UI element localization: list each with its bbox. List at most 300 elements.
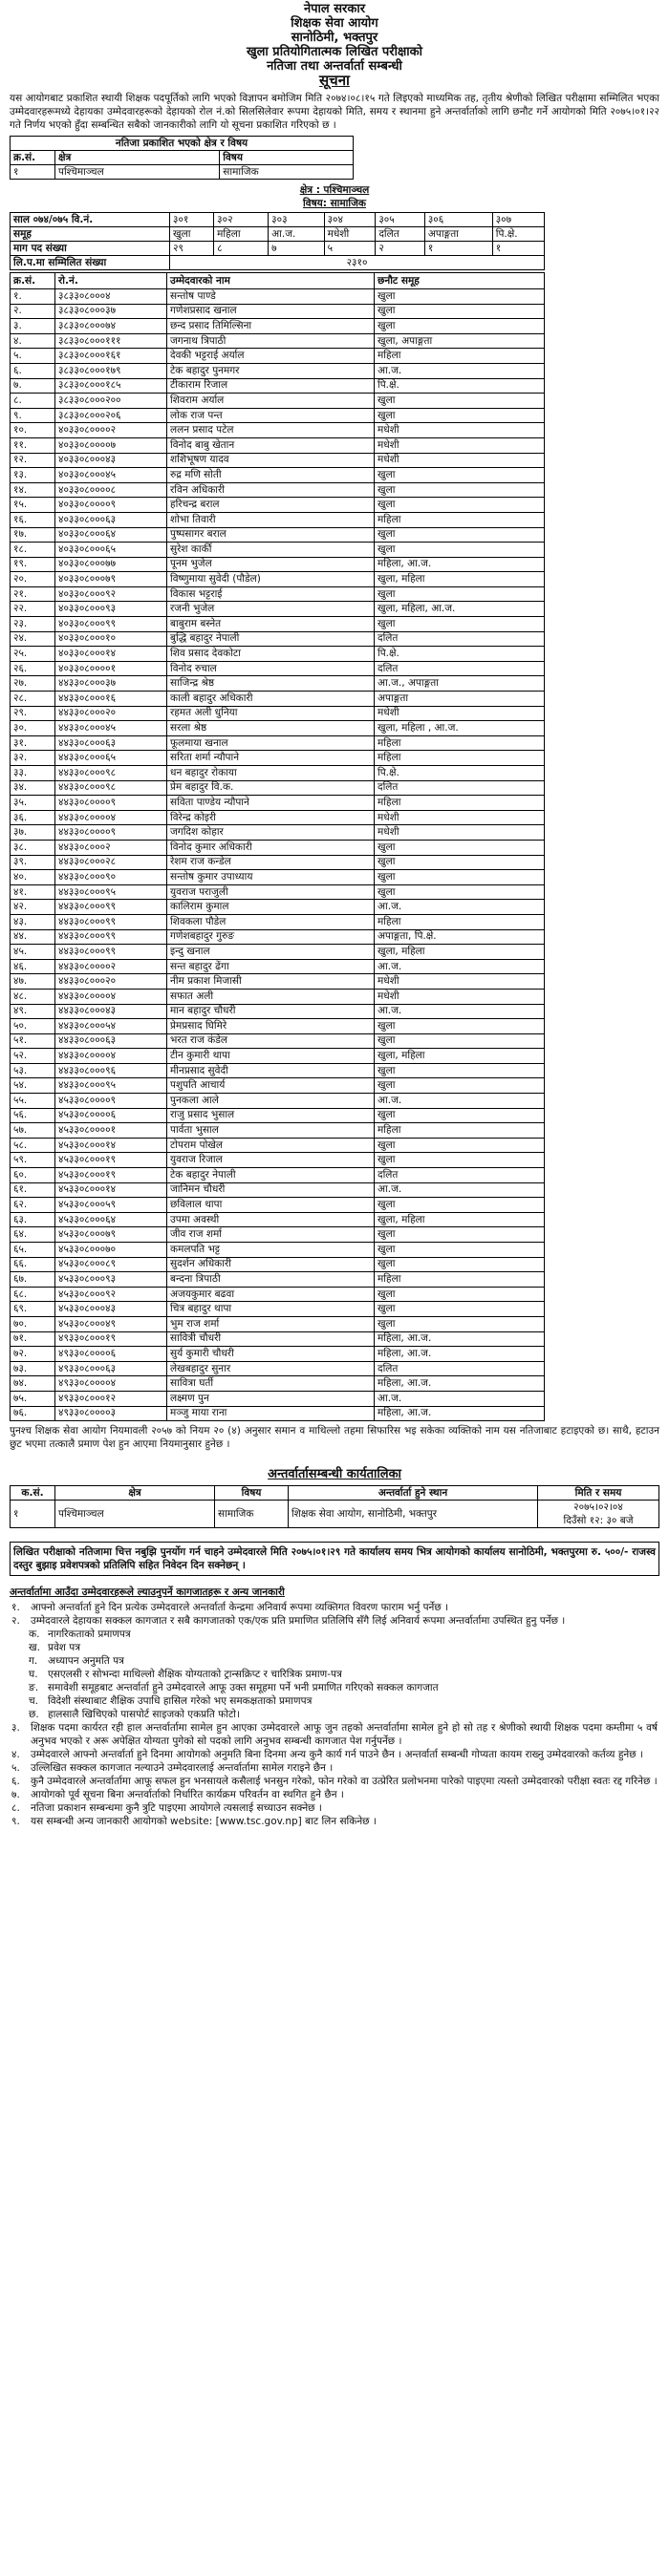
col-roll: रो.नं. bbox=[55, 273, 167, 289]
cell-name: सन्त बहादुर ढेंगा bbox=[167, 959, 375, 974]
table-row bbox=[11, 1257, 545, 1272]
table-row bbox=[11, 468, 545, 483]
cell-name: पुष्पसागर बराल bbox=[167, 527, 375, 543]
cell-group: खुला bbox=[375, 1302, 545, 1317]
cell-sn: १०. bbox=[11, 423, 55, 438]
list-item-number: ८. bbox=[11, 1802, 20, 1815]
cell-sn: ४८. bbox=[11, 989, 55, 1004]
list-item-number: ख. bbox=[29, 1642, 40, 1654]
cell-group: खुला bbox=[375, 482, 545, 498]
table-row bbox=[11, 349, 545, 364]
cell-sn: ४१. bbox=[11, 884, 55, 900]
sched-cell-sn: १ bbox=[11, 1501, 55, 1528]
table-row bbox=[11, 706, 545, 721]
cell-roll: ४५३३०८०००५९ bbox=[55, 1198, 167, 1213]
cell-roll: ४४३३०८०००२० bbox=[55, 706, 167, 721]
cell-group: खुला bbox=[375, 468, 545, 483]
cell-roll: ४५३३०८०००४३ bbox=[55, 1302, 167, 1317]
cell-sn: ४०. bbox=[11, 870, 55, 885]
cell-roll: ४४३३०८०००९८ bbox=[55, 766, 167, 781]
cell-name: पार्वता भुसाल bbox=[167, 1123, 375, 1139]
list-item bbox=[11, 1708, 658, 1721]
list-item bbox=[11, 1815, 658, 1828]
cell-sn: ६८. bbox=[11, 1287, 55, 1302]
cell-sn: ४३. bbox=[11, 914, 55, 929]
col-sn: क्र.सं. bbox=[11, 273, 55, 289]
cell-sn: ७०. bbox=[11, 1316, 55, 1331]
cell-roll: ४४३३०८००००४ bbox=[55, 810, 167, 825]
cell-group: खुला bbox=[375, 870, 545, 885]
cell-sn: १८. bbox=[11, 543, 55, 558]
cell-sn: ४९. bbox=[11, 1004, 55, 1019]
cell-sn: ४५. bbox=[11, 945, 55, 960]
sched-cell-datetime bbox=[538, 1501, 659, 1528]
cell-sn: २४. bbox=[11, 631, 55, 647]
cell-group: खुला bbox=[375, 855, 545, 870]
cell-sn: ५९. bbox=[11, 1153, 55, 1168]
quota-group: दलित bbox=[376, 227, 425, 242]
table-row bbox=[11, 1212, 545, 1227]
sched-cell-subject: सामाजिक bbox=[215, 1501, 289, 1528]
cell-name: बुद्धि बहादुर नेपाली bbox=[167, 631, 375, 647]
notice-title: सूचना bbox=[319, 72, 350, 89]
cell-sn: ५७. bbox=[11, 1123, 55, 1139]
cell-roll: ४०३३०८०००४३ bbox=[55, 453, 167, 468]
header-line-1: नेपाल सरकार bbox=[303, 2, 366, 16]
removal-note: पुनश्च शिक्षक सेवा आयोग नियमावली २०५७ को नियम २० (४) अनुसार समान व माथिल्लो तहमा सिफारिस भइ सकेका व्यक्तिको नाम यस नतिजाबाट हटाइएको छ। साथै, हटाउन छुट भएमा तत्कालै प्रमाण पेश हुन आएमा नियमानुसार हुनेछ । bbox=[10, 1425, 659, 1451]
cell-group: खुला, महिला bbox=[375, 1212, 545, 1227]
cell-name: सरला श्रेष्ठ bbox=[167, 721, 375, 736]
cell-group: महिला bbox=[375, 796, 545, 811]
cell-group: खुला, महिला bbox=[375, 1049, 545, 1064]
cell-name: विष्णुमाया सुवेदी (पौडेल) bbox=[167, 572, 375, 587]
cell-name: सन्तोष कुमार उपाध्याय bbox=[167, 870, 375, 885]
table-row bbox=[11, 1272, 545, 1288]
cell-name: बन्दना त्रिपाठी bbox=[167, 1272, 375, 1288]
cell-roll: ४९३३०८००००४ bbox=[55, 1376, 167, 1392]
sched-cell-region: पश्चिमाञ्चल bbox=[55, 1501, 215, 1528]
col-group: छनौट समूह bbox=[375, 273, 545, 289]
cell-group: अपाङ्गता bbox=[375, 692, 545, 707]
cell-sn: २३. bbox=[11, 617, 55, 632]
cell-roll: ४४३३०८००००४ bbox=[55, 1049, 167, 1064]
quota-participated: २३१० bbox=[170, 256, 545, 270]
cell-sn: ७१. bbox=[11, 1331, 55, 1347]
list-item-text: प्रवेश पत्र bbox=[48, 1642, 81, 1654]
cell-name: शशिभूषण यादव bbox=[167, 453, 375, 468]
cell-group: आ.ज. bbox=[375, 1391, 545, 1406]
table-row bbox=[11, 989, 545, 1004]
cell-group: खुला bbox=[375, 408, 545, 423]
cell-name: शोभा तिवारी bbox=[167, 512, 375, 527]
cell-sn: ३. bbox=[11, 319, 55, 334]
table-row bbox=[11, 1243, 545, 1258]
cell-roll: ४५३३०८०००९२ bbox=[55, 1287, 167, 1302]
region-cell-sn: १ bbox=[11, 165, 55, 180]
cell-group: दलित bbox=[375, 1168, 545, 1183]
cell-group: खुला bbox=[375, 498, 545, 513]
list-item bbox=[11, 1614, 658, 1628]
list-item-number: ७. bbox=[11, 1789, 20, 1801]
cell-roll: ३८३३०८०००१८५ bbox=[55, 378, 167, 394]
cell-group: खुला bbox=[375, 1287, 545, 1302]
cell-group: आ.ज. bbox=[375, 900, 545, 915]
cell-name: मीनप्रसाद सुवेदी bbox=[167, 1063, 375, 1078]
quota-code: ३०६ bbox=[424, 213, 492, 227]
table-row bbox=[11, 735, 545, 751]
cell-group: खुला bbox=[375, 289, 545, 305]
cell-group: आ.ज. bbox=[375, 1094, 545, 1109]
list-item-text: उम्मेदवारले आफ्नो अन्तर्वार्ता हुने दिनमा आयोगको अनुमति बिना दिनमा अन्य कुनै कार्य गर्न पाउने छैन । अन्तर्वार्ता सम्बन्धी गोप्यता कायम राख्नु उम्मेदवारको कर्तव्य हुनेछ । bbox=[31, 1749, 643, 1761]
list-item bbox=[11, 1628, 658, 1641]
list-item-text: कुनै उम्मेदवारले अन्तर्वार्तामा आफू सफल हुन भनसायले कसैलाई भनसुन गरेको, फोन गरेको वा उत्प्रेरित प्रलोभनमा पारेको पाइएमा त्यस्तो उम्मेदवारको परीक्षा स्वतः रद्द गरिनेछ । bbox=[31, 1776, 658, 1788]
cell-sn: ४६. bbox=[11, 959, 55, 974]
cell-roll: ४०३३०८०००७९ bbox=[55, 572, 167, 587]
table-row bbox=[11, 512, 545, 527]
cell-group: खुला bbox=[375, 394, 545, 409]
cell-name: सावित्रा घर्ती bbox=[167, 1376, 375, 1392]
quota-code: ३०२ bbox=[214, 213, 269, 227]
table-row bbox=[11, 394, 545, 409]
cell-name: फूलमाया खनाल bbox=[167, 735, 375, 751]
cell-name: छन्द प्रसाद तिमिल्सिना bbox=[167, 319, 375, 334]
table-row bbox=[11, 870, 545, 885]
cell-roll: ४४३३०८०००६३ bbox=[55, 735, 167, 751]
table-row bbox=[11, 1123, 545, 1139]
quota-code: ३०४ bbox=[324, 213, 376, 227]
cell-roll: ३८३३०८०००४ bbox=[55, 289, 167, 305]
cell-sn: ६०. bbox=[11, 1168, 55, 1183]
cell-name: कमलपति भट्ट bbox=[167, 1243, 375, 1258]
region-col-subject: विषय bbox=[220, 151, 354, 165]
table-row bbox=[11, 959, 545, 974]
list-item-text: उल्लिखित सक्कल कागजात नल्याउने उम्मेदवारलाई अन्तर्वार्तामा सामेल गराइने छैन । bbox=[31, 1762, 334, 1775]
cell-sn: २. bbox=[11, 304, 55, 319]
table-row bbox=[11, 780, 545, 796]
list-item-number: ५. bbox=[11, 1762, 20, 1775]
table-row bbox=[11, 1391, 545, 1406]
table-row bbox=[11, 1049, 545, 1064]
cell-sn: ५४. bbox=[11, 1078, 55, 1094]
table-row bbox=[11, 661, 545, 676]
table-row bbox=[11, 408, 545, 423]
cell-group: खुला bbox=[375, 1153, 545, 1168]
cell-roll: ४४३३०८०००६५ bbox=[55, 751, 167, 766]
cell-roll: ४०३३०८०००६४ bbox=[55, 527, 167, 543]
cell-group: मधेशी bbox=[375, 706, 545, 721]
cell-name: रहमत अली धुनिया bbox=[167, 706, 375, 721]
cell-roll: ४९३३०८०००६३ bbox=[55, 1361, 167, 1376]
cell-name: लेखबहादुर सुनार bbox=[167, 1361, 375, 1376]
reexam-note: लिखित परीक्षाको नतिजामा चित्त नबुझि पुनर्योग गर्न चाहने उम्मेदवारले मिति २०७५।०१।२९ गते कार्यालय समय भित्र आयोगको कार्यालय सानोठिमी, भक्तपुरमा रु. ५००/- राजस्व दस्तुर बुझाइ प्रवेशपत्रको प्रतिलिपि सहित निवेदन दिन सक्नेछन् । bbox=[10, 1542, 659, 1576]
cell-sn: ७३. bbox=[11, 1361, 55, 1376]
cell-group: खुला bbox=[375, 1019, 545, 1034]
table-row bbox=[11, 1078, 545, 1094]
list-item-number: ग. bbox=[29, 1655, 38, 1668]
quota-demand: ७ bbox=[269, 242, 324, 256]
quota-demand: ८ bbox=[214, 242, 269, 256]
cell-sn: ३७. bbox=[11, 825, 55, 841]
table-row bbox=[11, 437, 545, 453]
table-row bbox=[11, 974, 545, 990]
cell-sn: ७२. bbox=[11, 1347, 55, 1362]
cell-group: खुला bbox=[375, 840, 545, 855]
cell-name: देवकी भट्टराई अर्याल bbox=[167, 349, 375, 364]
cell-group: खुला bbox=[375, 586, 545, 602]
cell-group: आ.ज., अपाङ्गता bbox=[375, 676, 545, 692]
list-item-text: शिक्षक पदमा कार्यरत रही हाल अन्तर्वार्तामा सामेल हुन आएका उम्मेदवारले आफू जुन तहको अन्तर्वार्तामा सामेल हुने हो सो तह र श्रेणीको स्थायी शिक्षक पदमा कम्तीमा ५ वर्ष अनुभव भएको र अरू अपेक्षित योग्यता पुगेको सो पदको लागि अनुभव सम्बन्धी कागजात पेश गर्नुपर्नेछ । bbox=[31, 1722, 658, 1748]
table-row bbox=[11, 1033, 545, 1049]
list-item-text: हालसालै खिचिएको पासपोर्ट साइजको एकप्रति फोटो। bbox=[48, 1709, 240, 1721]
cell-roll: ४४३३०८०००९९ bbox=[55, 929, 167, 945]
cell-name: पूनम भुजेल bbox=[167, 557, 375, 572]
cell-name: जगदिश कोहार bbox=[167, 825, 375, 841]
cell-name: साजिन्द्र श्रेष्ठ bbox=[167, 676, 375, 692]
cell-sn: ५०. bbox=[11, 1019, 55, 1034]
cell-group: खुला bbox=[375, 319, 545, 334]
list-item bbox=[11, 1748, 658, 1761]
cell-roll: ४४३३०८०००२० bbox=[55, 974, 167, 990]
cell-sn: ३५. bbox=[11, 796, 55, 811]
table-row bbox=[11, 1376, 545, 1392]
cell-roll: ४५३३०८००००९ bbox=[55, 1094, 167, 1109]
list-item-text: आयोगको पूर्व सूचना बिना अन्तर्वार्ताको निर्धारित कार्यक्रम परिवर्तन वा स्थगित हुने छैन । bbox=[31, 1789, 344, 1801]
candidates-table bbox=[10, 272, 545, 1421]
table-row bbox=[11, 751, 545, 766]
cell-sn: ३२. bbox=[11, 751, 55, 766]
cell-group: महिला bbox=[375, 1272, 545, 1288]
cell-sn: ६४. bbox=[11, 1227, 55, 1243]
cell-roll: ४०३३०८०००६५ bbox=[55, 543, 167, 558]
cell-name: टीकाराम रिजाल bbox=[167, 378, 375, 394]
list-item bbox=[11, 1668, 658, 1681]
cell-roll: ४९३३०८०००१२ bbox=[55, 1391, 167, 1406]
cell-roll: ४०३३०८०००७७ bbox=[55, 557, 167, 572]
cell-roll: ४५३३०८०००८९ bbox=[55, 1257, 167, 1272]
list-item-number: ३. bbox=[11, 1722, 20, 1735]
cell-group: खुला, महिला bbox=[375, 945, 545, 960]
cell-name: भुम राज शर्मा bbox=[167, 1316, 375, 1331]
cell-sn: १९. bbox=[11, 557, 55, 572]
cell-sn: ५२. bbox=[11, 1049, 55, 1064]
cell-sn: ३९. bbox=[11, 855, 55, 870]
cell-sn: ५. bbox=[11, 349, 55, 364]
cell-name: मान बहादुर चौधरी bbox=[167, 1004, 375, 1019]
sched-time: दिउँसो १२: ३० बजे bbox=[563, 1515, 634, 1527]
cell-roll: ४४३३०८०००२८ bbox=[55, 855, 167, 870]
cell-name: जगनाथ त्रिपाठी bbox=[167, 333, 375, 349]
table-row bbox=[11, 884, 545, 900]
cell-name: भरत राज कंडेल bbox=[167, 1033, 375, 1049]
list-item-text: यस सम्बन्धी अन्य जानकारी आयोगको website: [www.tsc.gov.np] बाट लिन सकिनेछ । bbox=[31, 1816, 377, 1828]
region-col-sn: क्र.सं. bbox=[11, 151, 55, 165]
cell-sn: २०. bbox=[11, 572, 55, 587]
cell-group: खुला bbox=[375, 617, 545, 632]
cell-roll: ४४३३०८०००९५ bbox=[55, 1078, 167, 1094]
table-row bbox=[11, 900, 545, 915]
cell-sn: ७४. bbox=[11, 1376, 55, 1392]
list-item bbox=[11, 1681, 658, 1694]
cell-sn: ५३. bbox=[11, 1063, 55, 1078]
cell-roll: ४४३३०८०००५४ bbox=[55, 1019, 167, 1034]
cell-sn: ४७. bbox=[11, 974, 55, 990]
header-line-5: नतिजा तथा अन्तर्वार्ता सम्बन्धी bbox=[267, 59, 402, 74]
table-row bbox=[11, 929, 545, 945]
header-line-2: शिक्षक सेवा आयोग bbox=[291, 16, 378, 31]
cell-roll: ४४३३०८०००९९ bbox=[55, 945, 167, 960]
cell-sn: ३१. bbox=[11, 735, 55, 751]
quota-demand: ५ bbox=[324, 242, 376, 256]
cell-name: जानिमन चौधरी bbox=[167, 1182, 375, 1198]
cell-name: राजु प्रसाद भुसाल bbox=[167, 1108, 375, 1123]
cell-roll: ४०३३०८००००७ bbox=[55, 437, 167, 453]
table-row bbox=[11, 1004, 545, 1019]
list-item-text: नतिजा प्रकाशन सम्बन्धमा कुनै त्रुटि पाइएमा आयोगले त्यसलाई सच्याउन सक्नेछ । bbox=[31, 1802, 322, 1815]
list-item-text: अध्यापन अनुमति पत्र bbox=[48, 1655, 124, 1668]
table-row bbox=[11, 840, 545, 855]
cell-name: शिवराम अर्याल bbox=[167, 394, 375, 409]
cell-roll: ४४३३०८०००३७ bbox=[55, 676, 167, 692]
quota-code: ३०५ bbox=[376, 213, 425, 227]
cell-name: पशुपति आचार्य bbox=[167, 1078, 375, 1094]
quota-demand: १ bbox=[424, 242, 492, 256]
cell-roll: ४५३३०८०००६४ bbox=[55, 1212, 167, 1227]
cell-roll: ४४३३०८००००९ bbox=[55, 796, 167, 811]
sched-date: २०७५।०२।०४ bbox=[573, 1501, 623, 1514]
cell-name: सुर्य कुमारी चौधरी bbox=[167, 1347, 375, 1362]
cell-sn: २५. bbox=[11, 647, 55, 662]
quota-group: खुला bbox=[170, 227, 214, 242]
cell-name: टेक बहादुर पुनमगर bbox=[167, 363, 375, 378]
cell-roll: ४४३३०८०००९८ bbox=[55, 780, 167, 796]
list-item-number: २. bbox=[11, 1615, 20, 1628]
table-row bbox=[11, 796, 545, 811]
cell-roll: ४४३३०८००००२ bbox=[55, 959, 167, 974]
cell-roll: ३८३३०८०००७४ bbox=[55, 319, 167, 334]
cell-name: सुदर्शन अधिकारी bbox=[167, 1257, 375, 1272]
cell-sn: ६६. bbox=[11, 1257, 55, 1272]
table-row bbox=[11, 482, 545, 498]
table-row bbox=[11, 1316, 545, 1331]
cell-name: काली बहादुर अधिकारी bbox=[167, 692, 375, 707]
cell-group: खुला bbox=[375, 1078, 545, 1094]
list-item-text: समावेशी समूहबाट अन्तर्वार्ता हुने उम्मेदवारले आफू उक्त समूहमा पर्ने भनी प्रमाणित गरिएको सक्कल कागजात bbox=[48, 1682, 439, 1694]
list-item bbox=[11, 1601, 658, 1614]
cell-group: खुला bbox=[375, 527, 545, 543]
docs-list bbox=[0, 1601, 669, 1828]
list-item-text: आफ्नो अन्तर्वार्ता हुने दिन प्रत्येक उम्मेदवारले अन्तर्वार्ता केन्द्रमा अनिवार्य रूपमा व्यक्तिगत विवरण फाराम भर्नु पर्नेछ । bbox=[31, 1602, 449, 1614]
cell-roll: ४४३३०८०००४५ bbox=[55, 721, 167, 736]
table-row bbox=[11, 333, 545, 349]
table-row bbox=[11, 527, 545, 543]
cell-name: बाबुराम बस्नेत bbox=[167, 617, 375, 632]
cell-name: ललन प्रसाद पटेल bbox=[167, 423, 375, 438]
quota-label-demand: माग पद संख्या bbox=[11, 242, 170, 256]
schedule-title: अन्तर्वार्तासम्बन्धी कार्यतालिका bbox=[268, 1467, 401, 1482]
subject-line: विषय: सामाजिक bbox=[303, 198, 366, 209]
table-row bbox=[11, 1406, 545, 1421]
cell-group: खुला bbox=[375, 1033, 545, 1049]
cell-group: खुला, महिला , आ.ज. bbox=[375, 721, 545, 736]
cell-name: नीम प्रकाश मिजासी bbox=[167, 974, 375, 990]
schedule-table bbox=[10, 1485, 659, 1528]
cell-roll: ४९३३०८०००१९ bbox=[55, 1331, 167, 1347]
cell-sn: २६. bbox=[11, 661, 55, 676]
cell-name: विरेन्द्र कोइरी bbox=[167, 810, 375, 825]
cell-group: महिला bbox=[375, 1123, 545, 1139]
table-row bbox=[11, 1302, 545, 1317]
table-row bbox=[11, 319, 545, 334]
table-row bbox=[11, 602, 545, 617]
cell-name: धन बहादुर रोकाया bbox=[167, 766, 375, 781]
cell-sn: १. bbox=[11, 289, 55, 305]
cell-sn: ८. bbox=[11, 394, 55, 409]
cell-roll: ४०३३०८०००१४ bbox=[55, 647, 167, 662]
cell-roll: ४०३३०८०००१० bbox=[55, 631, 167, 647]
cell-name: प्रेमप्रसाद घिमिरे bbox=[167, 1019, 375, 1034]
cell-name: रजनी भुजेल bbox=[167, 602, 375, 617]
cell-sn: ४. bbox=[11, 333, 55, 349]
cell-name: लक्ष्मण पुन bbox=[167, 1391, 375, 1406]
cell-group: महिला, आ.ज. bbox=[375, 1406, 545, 1421]
cell-roll: ४४३३०८०००९९ bbox=[55, 914, 167, 929]
list-item bbox=[11, 1788, 658, 1801]
cell-sn: ३८. bbox=[11, 840, 55, 855]
sched-cell-place: शिक्षक सेवा आयोग, सानोठिमी, भक्तपुर bbox=[289, 1501, 538, 1528]
cell-name: शिवकला पौडेल bbox=[167, 914, 375, 929]
cell-group: महिला bbox=[375, 914, 545, 929]
table-row bbox=[11, 1063, 545, 1078]
quota-demand: २ bbox=[376, 242, 425, 256]
table-row bbox=[11, 855, 545, 870]
cell-group: दलित bbox=[375, 780, 545, 796]
region-line: क्षेत्र : पश्चिमाञ्चल bbox=[299, 184, 370, 196]
region-table bbox=[10, 136, 354, 180]
list-item-number: क. bbox=[29, 1629, 40, 1641]
table-row bbox=[11, 810, 545, 825]
col-name: उम्मेदवारको नाम bbox=[167, 273, 375, 289]
cell-sn: २८. bbox=[11, 692, 55, 707]
cell-sn: १२. bbox=[11, 453, 55, 468]
list-item-number: ९. bbox=[11, 1816, 20, 1828]
cell-roll: ४४३३०८०००९६ bbox=[55, 1063, 167, 1078]
cell-sn: ५८. bbox=[11, 1138, 55, 1153]
list-item bbox=[11, 1721, 658, 1748]
sched-col-datetime: मिति र समय bbox=[538, 1486, 659, 1501]
cell-roll: ४०३३०८०००९९ bbox=[55, 617, 167, 632]
cell-group: महिला, आ.ज. bbox=[375, 1376, 545, 1392]
cell-name: मञ्जु माया राना bbox=[167, 1406, 375, 1421]
cell-name: टीन कुमारी थापा bbox=[167, 1049, 375, 1064]
cell-sn: १५. bbox=[11, 498, 55, 513]
list-item-text: नागरिकताको प्रमाणपत्र bbox=[48, 1629, 131, 1641]
table-row bbox=[11, 1198, 545, 1213]
cell-group: खुला bbox=[375, 1243, 545, 1258]
cell-name: सुरेश कार्की bbox=[167, 543, 375, 558]
cell-roll: ४०३३०८००००८ bbox=[55, 482, 167, 498]
cell-group: आ.ज. bbox=[375, 959, 545, 974]
cell-sn: ६१. bbox=[11, 1182, 55, 1198]
cell-group: मधेशी bbox=[375, 989, 545, 1004]
quota-code: ३०३ bbox=[269, 213, 324, 227]
quota-group: आ.ज. bbox=[269, 227, 324, 242]
cell-name: टोपराम पोखेल bbox=[167, 1138, 375, 1153]
cell-name: गणेशप्रसाद खनाल bbox=[167, 304, 375, 319]
cell-group: खुला bbox=[375, 884, 545, 900]
cell-group: पि.क्षे. bbox=[375, 378, 545, 394]
cell-roll: ४४३३०८०००९० bbox=[55, 870, 167, 885]
table-row bbox=[11, 1153, 545, 1168]
